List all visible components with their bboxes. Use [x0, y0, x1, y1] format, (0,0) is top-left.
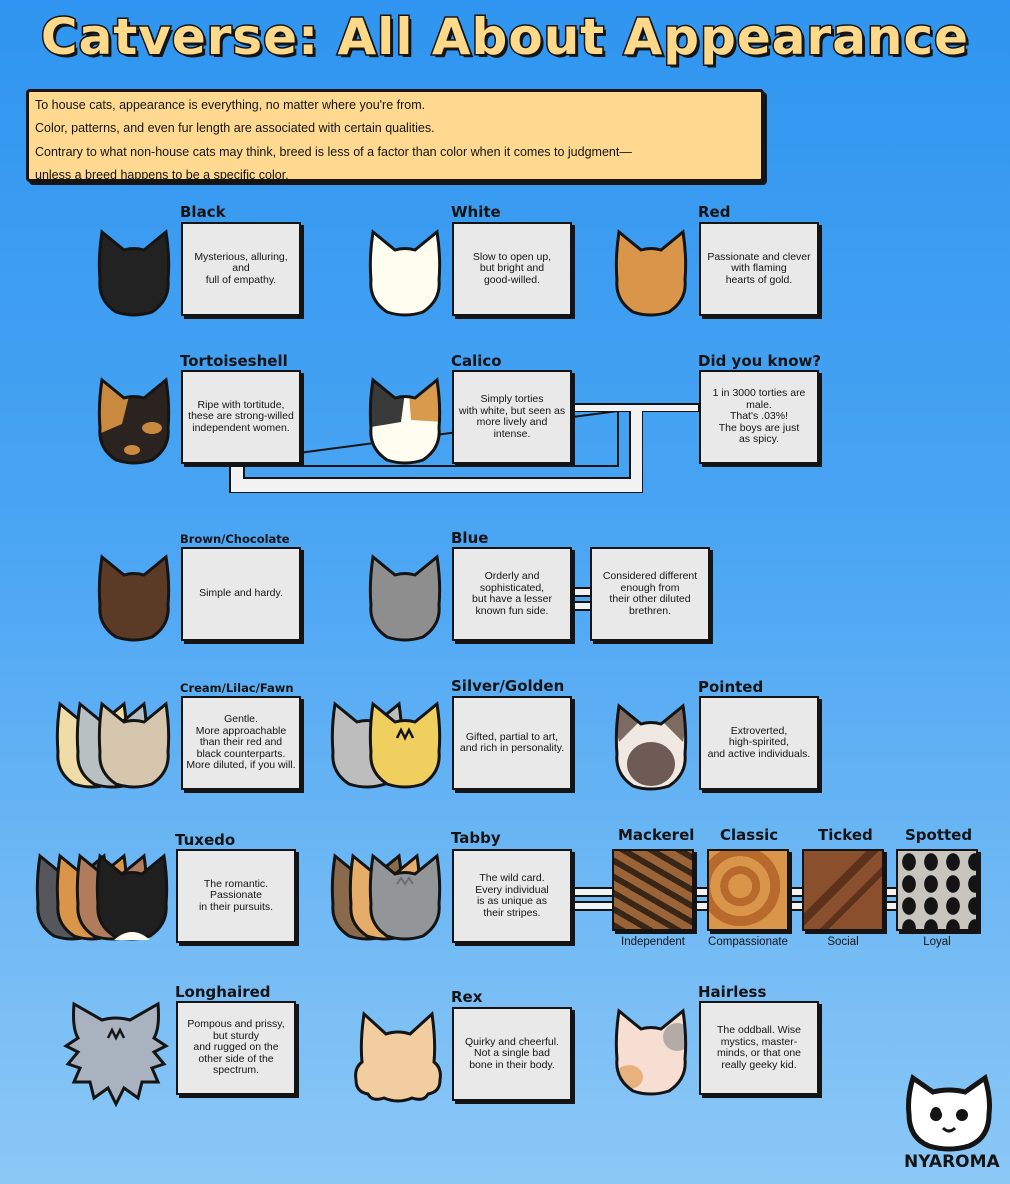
label-calico: Calico — [451, 352, 502, 370]
pattern-swatch-mackerel — [612, 849, 694, 931]
red-cat-icon — [611, 228, 693, 320]
tuxedo-cats-icon — [30, 852, 180, 946]
label-tabby: Tabby — [451, 829, 501, 847]
desc-hairless: The oddball. Wise mystics, master- minds, or that one really geeky kid. — [699, 1001, 819, 1095]
desc-red: Passionate and clever with flaming hearts of gold. — [699, 222, 819, 316]
pattern-swatch-classic — [707, 849, 789, 931]
pattern-trait-ticked: Social — [827, 936, 859, 948]
pattern-name-classic: Classic — [720, 826, 779, 844]
blue-cat-icon — [365, 553, 447, 645]
rex-cat-icon — [350, 1010, 446, 1104]
desc-blue-extra: Considered different enough from their other diluted brethren. — [590, 547, 710, 641]
pattern-name-ticked: Ticked — [818, 826, 873, 844]
tabby-cats-icon — [325, 852, 451, 946]
tortoiseshell-cat-icon — [94, 376, 176, 468]
pattern-name-spotted: Spotted — [905, 826, 973, 844]
hairless-cat-icon — [611, 1007, 693, 1099]
brand-name: NYAROMA — [904, 1152, 1000, 1172]
intro-box — [26, 89, 764, 182]
nyaroma-logo-icon — [903, 1074, 995, 1154]
label-longhaired: Longhaired — [175, 983, 271, 1001]
label-cream: Cream/Lilac/Fawn — [180, 681, 294, 695]
desc-white: Slow to open up, but bright and good-willed. — [452, 222, 572, 316]
label-pointed: Pointed — [698, 678, 764, 696]
label-tuxedo: Tuxedo — [175, 831, 236, 849]
pattern-trait-mackerel: Independent — [621, 936, 685, 948]
intro-line: Contrary to what non-house cats may think, breed is less of a factor than color when it comes to judgment— — [35, 144, 632, 159]
label-blue: Blue — [451, 529, 489, 547]
cream-lilac-fawn-cats-icon — [50, 700, 180, 794]
desc-cream: Gentle. More approachable than their red and black counterparts. More diluted, if you will. — [181, 696, 301, 790]
desc-blue: Orderly and sophisticated, but have a lesser known fun side. — [452, 547, 572, 641]
desc-rex: Quirky and cheerful. Not a single bad bone in their body. — [452, 1007, 572, 1101]
desc-brown: Simple and hardy. — [181, 547, 301, 641]
label-red: Red — [698, 203, 731, 221]
white-cat-icon — [365, 228, 447, 320]
pattern-swatch-spotted — [896, 849, 978, 931]
label-silver: Silver/Golden — [451, 677, 565, 695]
desc-longhaired: Pompous and prissy, but sturdy and rugged on the other side of the spectrum. — [176, 1001, 296, 1095]
calico-cat-icon — [365, 376, 447, 468]
desc-silver: Gifted, partial to art, and rich in personality. — [452, 696, 572, 790]
intro-line: unless a breed happens to be a specific color. — [35, 167, 289, 182]
intro-line: To house cats, appearance is everything, no matter where you're from. — [35, 98, 426, 112]
black-cat-icon — [94, 228, 176, 320]
desc-calico: Simply torties with white, but seen as more lively and intense. — [452, 370, 572, 464]
page-title: Catverse: All About Appearance — [40, 8, 970, 66]
longhaired-cat-icon — [64, 998, 170, 1110]
label-rex: Rex — [451, 988, 483, 1006]
label-tortoiseshell: Tortoiseshell — [180, 352, 288, 370]
silver-golden-cats-icon — [325, 700, 451, 794]
pointed-cat-icon — [611, 702, 693, 794]
label-hairless: Hairless — [698, 983, 767, 1001]
desc-did-you-know: 1 in 3000 torties are male. That's .03%! The boys are just as spicy. — [699, 370, 819, 464]
pattern-swatch-ticked — [802, 849, 884, 931]
pattern-trait-classic: Compassionate — [708, 936, 788, 948]
desc-tuxedo: The romantic. Passionate in their pursuits. — [176, 849, 296, 943]
pattern-trait-spotted: Loyal — [923, 936, 951, 948]
intro-line: Color, patterns, and even fur length are associated with certain qualities. — [35, 121, 435, 136]
label-white: White — [451, 203, 501, 221]
desc-tabby: The wild card. Every individual is as unique as their stripes. — [452, 849, 572, 943]
desc-black: Mysterious, alluring, and full of empathy. — [181, 222, 301, 316]
label-black: Black — [180, 203, 226, 221]
pattern-name-mackerel: Mackerel — [618, 826, 695, 844]
label-did-you-know: Did you know? — [698, 352, 822, 370]
label-brown: Brown/Chocolate — [180, 532, 290, 546]
desc-tortoiseshell: Ripe with tortitude, these are strong-willed independent women. — [181, 370, 301, 464]
desc-pointed: Extroverted, high-spirited, and active individuals. — [699, 696, 819, 790]
brown-cat-icon — [94, 553, 176, 645]
